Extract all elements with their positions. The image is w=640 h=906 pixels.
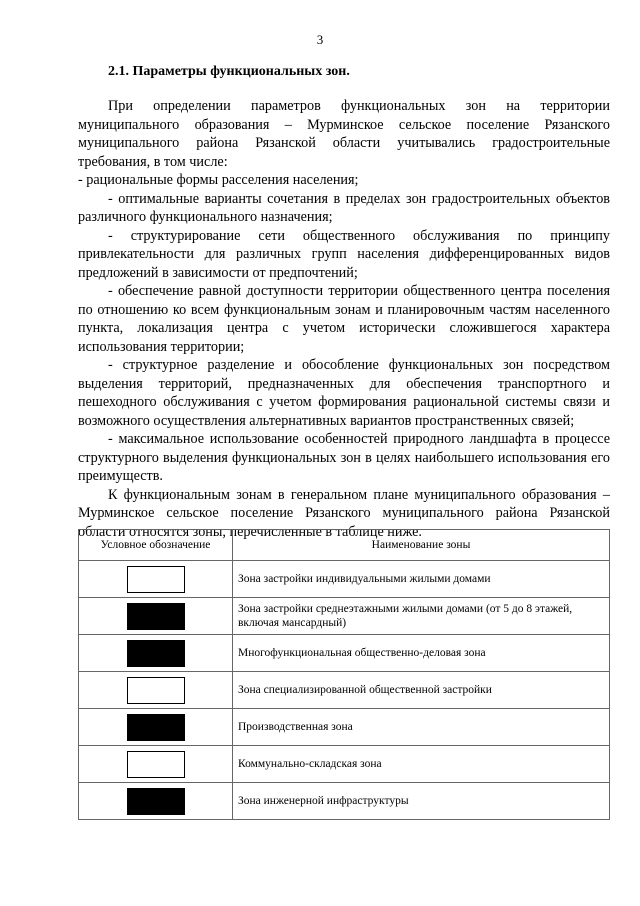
zone-name: Производственная зона [233,709,610,746]
zone-name: Многофункциональная общественно-деловая зона [233,635,610,672]
zone-name: Зона застройки индивидуальными жилыми домами [233,561,610,598]
zone-swatch-icon [127,566,185,593]
header-name: Наименование зоны [233,530,610,561]
table-row [79,672,610,709]
zone-name: Зона специализированной общественной застройки [233,672,610,709]
zone-name: Зона инженерной инфраструктуры [233,783,610,820]
table-row [79,561,610,598]
header-symbol: Условное обозначение [79,530,233,561]
table-row [79,783,610,820]
section-heading: 2.1. Параметры функциональных зон. [108,64,350,79]
zone-swatch-icon [127,640,185,667]
body-text [78,97,610,541]
paragraph: - оптимальные варианты сочетания в пределах зон градостроительных объектов различного функционального назначения; [78,190,610,225]
page-number: 3 [316,32,324,47]
table-row [79,635,610,672]
paragraph: - рациональные формы расселения населения; [78,172,359,188]
zone-name: Коммунально-складская зона [233,746,610,783]
paragraph: При определении параметров функциональных зон на территории муниципального образования – Мурминское сельское поселение Рязанского муниципального района Рязанской области учитывались градостроительные требования, в том числе: [78,98,610,170]
zone-swatch-icon [127,677,185,704]
zone-swatch-icon [127,603,185,630]
paragraph: - обеспечение равной доступности территории общественного центра поселения по отношению ко всем функциональным зонам и планировочным частям населенного пункта, локализация центра с учетом исторически сложившегося характера использования территории; [78,283,610,355]
zone-swatch-icon [127,714,185,741]
zone-name: Зона застройки среднеэтажными жилыми домами (от 5 до 8 этажей, включая мансардный) [233,598,610,635]
paragraph: - структурное разделение и обособление функциональных зон посредством выделения территорий, предназначенных для обеспечения транспортного и пешеходного обслуживания с учетом формирования рациональной системы связи и возможного осуществления альтернативных вариантов пространственных связей; [78,357,610,429]
table-row [79,598,610,635]
table-row [79,709,610,746]
table-row [79,746,610,783]
zones-table [78,529,610,820]
zone-swatch-icon [127,751,185,778]
zone-swatch-icon [127,788,185,815]
table-header-row [79,530,610,561]
paragraph: К функциональным зонам в генеральном плане муниципального образования – Мурминское сельское поселение Рязанского муниципального района Рязанской области относятся зоны, перечисленные в таблице ниже. [78,486,610,540]
paragraph: - структурирование сети общественного обслуживания по принципу привлекательности для различных групп населения дифференцированных видов предложений в зависимости от предпочтений; [78,227,610,281]
paragraph: - максимальное использование особенностей природного ландшафта в процессе структурного выделения функциональных зон в целях наибольшего использования его преимуществ. [78,431,610,484]
